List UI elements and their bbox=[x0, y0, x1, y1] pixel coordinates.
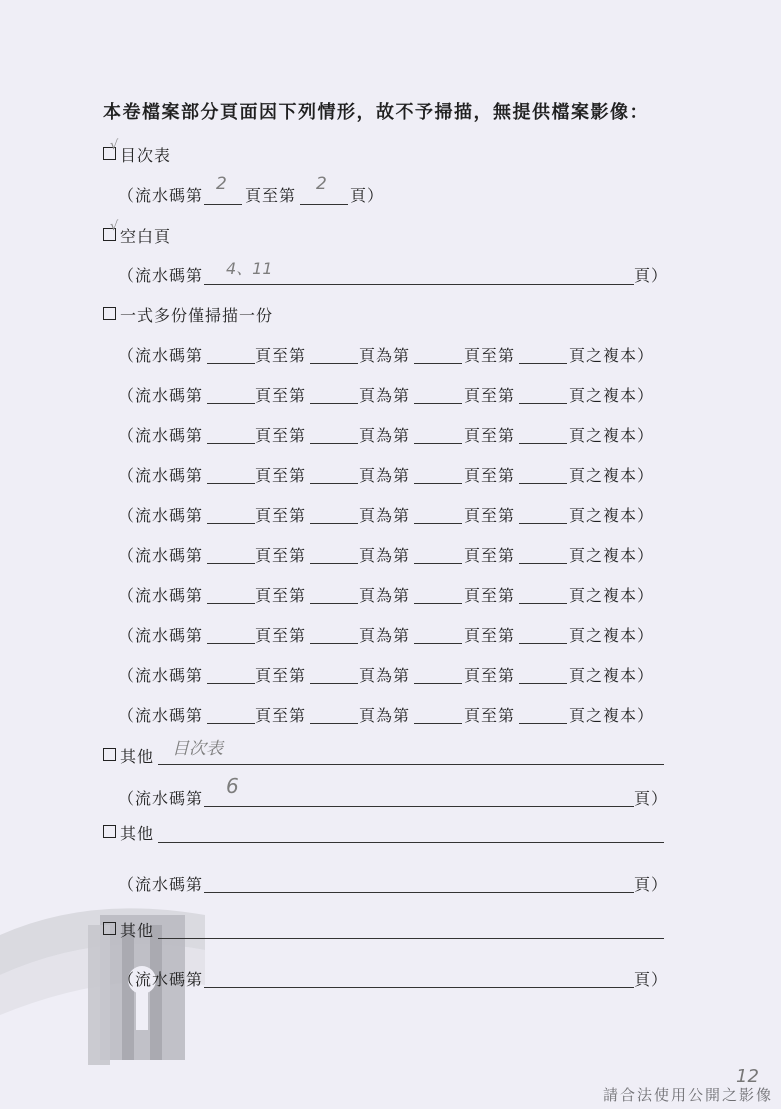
copies-row-blank-2[interactable] bbox=[310, 683, 358, 684]
copies-row-text-3: 頁為第 bbox=[359, 586, 411, 605]
copies-row-blank-3[interactable] bbox=[414, 403, 462, 404]
blank-prefix: （流水碼第 bbox=[118, 266, 204, 285]
other1-line[interactable] bbox=[158, 764, 664, 765]
copies-row-text-1: （流水碼第 bbox=[118, 426, 204, 445]
footer-notice: 請合法使用公開之影像 bbox=[602, 1086, 773, 1104]
copies-row-text-2: 頁至第 bbox=[255, 426, 307, 445]
copies-row-blank-4[interactable] bbox=[519, 723, 567, 724]
copies-row-text-4: 頁至第 bbox=[464, 666, 516, 685]
copies-row-blank-4[interactable] bbox=[519, 443, 567, 444]
copies-label: 一式多份僅掃描一份 bbox=[120, 306, 274, 325]
toc-handwritten-from: 2 bbox=[216, 174, 227, 194]
copies-row-blank-2[interactable] bbox=[310, 363, 358, 364]
copies-row-blank-3[interactable] bbox=[414, 643, 462, 644]
copies-row-blank-4[interactable] bbox=[519, 483, 567, 484]
blank-label: 空白頁 bbox=[120, 227, 172, 246]
other2-label: 其他 bbox=[120, 824, 155, 843]
copies-row-text-2: 頁至第 bbox=[255, 626, 307, 645]
copies-row-blank-4[interactable] bbox=[519, 603, 567, 604]
copies-row-text-1: （流水碼第 bbox=[118, 466, 204, 485]
copies-row-text-3: 頁為第 bbox=[359, 546, 411, 565]
copies-row-text-1: （流水碼第 bbox=[118, 586, 204, 605]
copies-row-text-3: 頁為第 bbox=[359, 386, 411, 405]
copies-row-blank-4[interactable] bbox=[519, 683, 567, 684]
copies-row-text-4: 頁至第 bbox=[464, 426, 516, 445]
toc-from-line[interactable] bbox=[204, 204, 242, 205]
copies-row-text-3: 頁為第 bbox=[359, 626, 411, 645]
copies-row-text-3: 頁為第 bbox=[359, 426, 411, 445]
other1-checkbox[interactable] bbox=[103, 748, 116, 761]
copies-row-blank-1[interactable] bbox=[207, 563, 255, 564]
copies-row-text-2: 頁至第 bbox=[255, 386, 307, 405]
copies-row-text-3: 頁為第 bbox=[359, 506, 411, 525]
copies-row-blank-1[interactable] bbox=[207, 723, 255, 724]
copies-row-text-4: 頁至第 bbox=[464, 466, 516, 485]
toc-prefix: （流水碼第 bbox=[118, 186, 204, 205]
blank-handwritten: 4、11 bbox=[226, 259, 273, 278]
copies-row-blank-2[interactable] bbox=[310, 483, 358, 484]
copies-row-text-5: 頁之複本） bbox=[569, 626, 655, 645]
copies-row-text-1: （流水碼第 bbox=[118, 546, 204, 565]
copies-row-text-5: 頁之複本） bbox=[569, 706, 655, 725]
copies-row-text-5: 頁之複本） bbox=[569, 426, 655, 445]
copies-row-text-5: 頁之複本） bbox=[569, 546, 655, 565]
copies-row-blank-2[interactable] bbox=[310, 603, 358, 604]
blank-checkmark: √ bbox=[110, 219, 119, 234]
page-title: 本卷檔案部分頁面因下列情形，故不予掃描，無提供檔案影像： bbox=[103, 102, 649, 123]
copies-row-blank-2[interactable] bbox=[310, 563, 358, 564]
copies-row-text-1: （流水碼第 bbox=[118, 506, 204, 525]
other3-prefix: （流水碼第 bbox=[118, 970, 204, 989]
copies-row-text-5: 頁之複本） bbox=[569, 586, 655, 605]
other2-prefix: （流水碼第 bbox=[118, 875, 204, 894]
copies-row-text-5: 頁之複本） bbox=[569, 506, 655, 525]
copies-row-blank-3[interactable] bbox=[414, 603, 462, 604]
copies-row-text-3: 頁為第 bbox=[359, 346, 411, 365]
other1-handwritten-page: 6 bbox=[226, 774, 239, 798]
copies-row-blank-3[interactable] bbox=[414, 523, 462, 524]
copies-row-text-2: 頁至第 bbox=[255, 466, 307, 485]
copies-row-text-5: 頁之複本） bbox=[569, 466, 655, 485]
copies-row-blank-2[interactable] bbox=[310, 723, 358, 724]
copies-row-blank-2[interactable] bbox=[310, 523, 358, 524]
copies-row-text-4: 頁至第 bbox=[464, 706, 516, 725]
toc-mid: 頁至第 bbox=[245, 186, 297, 205]
copies-row-blank-2[interactable] bbox=[310, 403, 358, 404]
copies-row-blank-1[interactable] bbox=[207, 483, 255, 484]
toc-suffix: 頁） bbox=[350, 186, 385, 205]
copies-row-text-5: 頁之複本） bbox=[569, 346, 655, 365]
other3-suffix: 頁） bbox=[634, 970, 669, 989]
other1-prefix: （流水碼第 bbox=[118, 789, 204, 808]
copies-row-text-4: 頁至第 bbox=[464, 386, 516, 405]
other2-line[interactable] bbox=[158, 842, 664, 843]
copies-row-text-2: 頁至第 bbox=[255, 706, 307, 725]
copies-row-text-5: 頁之複本） bbox=[569, 666, 655, 685]
copies-row-text-2: 頁至第 bbox=[255, 546, 307, 565]
toc-label: 目次表 bbox=[120, 146, 172, 165]
other2-suffix: 頁） bbox=[634, 875, 669, 894]
toc-checkmark: √ bbox=[110, 138, 119, 153]
other1-label: 其他 bbox=[120, 747, 155, 766]
other1-handwritten: 目次表 bbox=[172, 739, 223, 759]
copies-row-blank-3[interactable] bbox=[414, 363, 462, 364]
other2-serial-line[interactable] bbox=[204, 892, 634, 893]
copies-row-blank-4[interactable] bbox=[519, 363, 567, 364]
other3-line[interactable] bbox=[158, 938, 664, 939]
copies-row-blank-1[interactable] bbox=[207, 363, 255, 364]
copies-row-text-3: 頁為第 bbox=[359, 706, 411, 725]
copies-row-text-2: 頁至第 bbox=[255, 666, 307, 685]
copies-row-blank-1[interactable] bbox=[207, 523, 255, 524]
copies-row-blank-3[interactable] bbox=[414, 683, 462, 684]
copies-row-blank-1[interactable] bbox=[207, 683, 255, 684]
copies-row-text-1: （流水碼第 bbox=[118, 626, 204, 645]
other1-suffix: 頁） bbox=[634, 789, 669, 808]
toc-to-line[interactable] bbox=[300, 204, 348, 205]
copies-row-text-4: 頁至第 bbox=[464, 626, 516, 645]
copies-row-text-1: （流水碼第 bbox=[118, 346, 204, 365]
copies-row-text-4: 頁至第 bbox=[464, 506, 516, 525]
copies-row-blank-3[interactable] bbox=[414, 483, 462, 484]
copies-row-text-1: （流水碼第 bbox=[118, 706, 204, 725]
copies-row-blank-4[interactable] bbox=[519, 523, 567, 524]
blank-line[interactable] bbox=[204, 284, 634, 285]
toc-handwritten-to: 2 bbox=[316, 174, 327, 194]
copies-row-blank-4[interactable] bbox=[519, 563, 567, 564]
blank-suffix: 頁） bbox=[634, 266, 669, 285]
copies-row-text-3: 頁為第 bbox=[359, 666, 411, 685]
copies-row-text-2: 頁至第 bbox=[255, 586, 307, 605]
copies-row-blank-4[interactable] bbox=[519, 403, 567, 404]
copies-row-blank-4[interactable] bbox=[519, 643, 567, 644]
copies-row-text-1: （流水碼第 bbox=[118, 386, 204, 405]
other1-serial-line[interactable] bbox=[204, 806, 634, 807]
copies-row-text-5: 頁之複本） bbox=[569, 386, 655, 405]
copies-row-text-4: 頁至第 bbox=[464, 586, 516, 605]
other3-serial-line[interactable] bbox=[204, 987, 634, 988]
copies-row-text-4: 頁至第 bbox=[464, 346, 516, 365]
copies-checkbox[interactable] bbox=[103, 307, 116, 320]
copies-row-blank-3[interactable] bbox=[414, 723, 462, 724]
other3-checkbox[interactable] bbox=[103, 922, 116, 935]
page-number: 12 bbox=[736, 1066, 759, 1087]
copies-row-text-4: 頁至第 bbox=[464, 546, 516, 565]
copies-row-text-2: 頁至第 bbox=[255, 346, 307, 365]
copies-row-text-2: 頁至第 bbox=[255, 506, 307, 525]
other3-label: 其他 bbox=[120, 921, 155, 940]
copies-row-blank-1[interactable] bbox=[207, 403, 255, 404]
copies-row-blank-1[interactable] bbox=[207, 603, 255, 604]
other2-checkbox[interactable] bbox=[103, 825, 116, 838]
copies-row-blank-3[interactable] bbox=[414, 443, 462, 444]
copies-row-blank-1[interactable] bbox=[207, 643, 255, 644]
copies-row-text-1: （流水碼第 bbox=[118, 666, 204, 685]
copies-row-blank-2[interactable] bbox=[310, 643, 358, 644]
copies-row-text-3: 頁為第 bbox=[359, 466, 411, 485]
copies-row-blank-1[interactable] bbox=[207, 443, 255, 444]
copies-row-blank-3[interactable] bbox=[414, 563, 462, 564]
copies-row-blank-2[interactable] bbox=[310, 443, 358, 444]
